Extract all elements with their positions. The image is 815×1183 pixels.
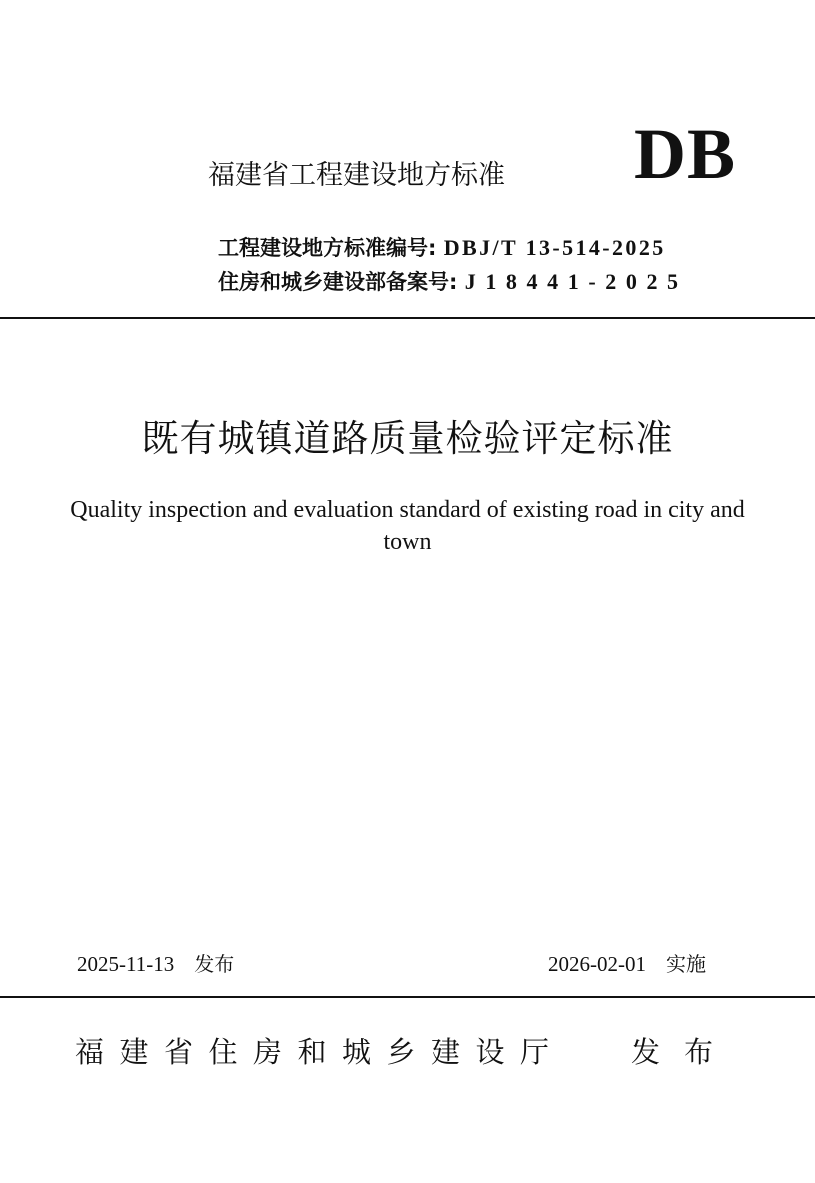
effective-date-group	[548, 948, 706, 977]
record-number-line	[218, 266, 688, 296]
record-number-label: 住房和城乡建设部备案号:	[218, 270, 458, 294]
issue-label: 发布	[194, 952, 235, 976]
english-title: Quality inspection and evaluation standard of existing road in city and town	[70, 497, 745, 555]
db-mark: DB	[634, 114, 737, 194]
issue-date: 2025-11-13	[77, 952, 175, 976]
effective-date: 2026-02-01	[548, 952, 646, 976]
bottom-divider	[0, 996, 815, 998]
effective-label: 实施	[666, 952, 706, 976]
record-number-value: J18441-2025	[464, 269, 688, 294]
local-standard-code-label: 工程建设地方标准编号:	[218, 236, 437, 260]
standard-type: 福建省工程建设地方标准	[208, 160, 505, 191]
local-standard-code-line	[218, 232, 666, 262]
top-divider	[0, 317, 815, 319]
publisher-name: 福建省住房和城乡建设厅	[75, 1035, 565, 1069]
local-standard-code-value: DBJ/T 13-514-2025	[443, 235, 666, 260]
chinese-title: 既有城镇道路质量检验评定标准	[141, 417, 674, 460]
publisher-action: 发布	[631, 1035, 738, 1069]
issue-date-group	[77, 948, 234, 977]
